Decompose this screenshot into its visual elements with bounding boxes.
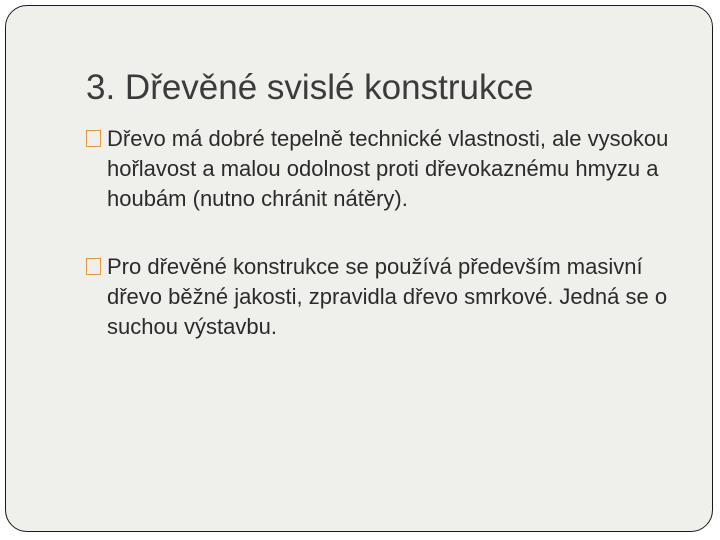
bullet-text: Dřevo má dobré tepelně technické vlastnosti, ale vysokou hořlavost a malou odolnost proti dřevokaznému hmyzu a houbám (nutno chránit nátěry). — [107, 126, 669, 211]
bullet-square-icon — [86, 258, 101, 275]
slide-title: 3. Dřevěné svislé konstrukce — [86, 68, 534, 107]
slide-frame — [5, 5, 713, 532]
bullet-square-icon — [86, 130, 101, 147]
bullet-item-construction-material — [86, 252, 686, 342]
bullet-text: Pro dřevěné konstrukce se používá především masivní dřevo běžné jakosti, zpravidla dřevo smrkové. Jedná se o suchou výstavbu. — [107, 254, 668, 339]
bullet-list — [86, 124, 686, 342]
bullet-item-wood-properties — [86, 124, 686, 214]
